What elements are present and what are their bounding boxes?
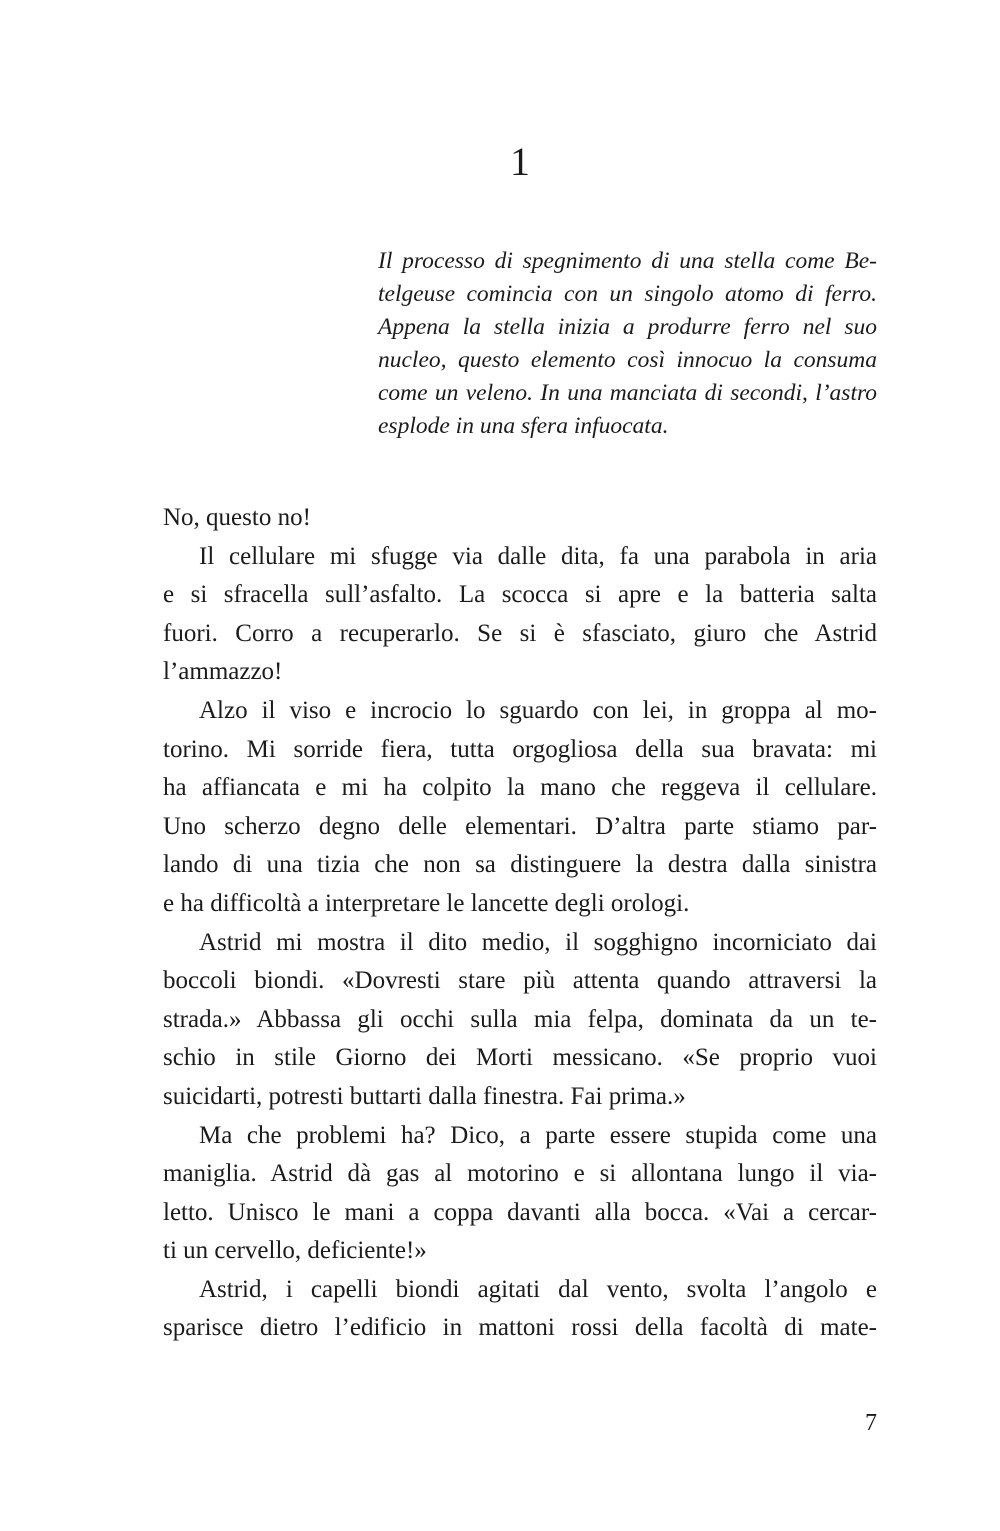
body-line: ti un cervello, deficiente!» <box>163 1237 427 1265</box>
page-number: 7 <box>865 1410 877 1436</box>
body-line: e si sfracella sull’asfalto. La scocca si apre e la batteria salta <box>163 581 877 609</box>
body-line: boccoli biondi. «Dovresti stare più attenta quando attraversi la <box>163 967 877 995</box>
body-line: letto. Unisco le mani a coppa davanti alla bocca. «Vai a cercar- <box>163 1198 877 1226</box>
epigraph-line: come un veleno. In una manciata di secondi, l’astro <box>378 380 877 406</box>
epigraph-line: nucleo, questo elemento così innocuo la consuma <box>378 347 877 373</box>
body-line: fuori. Corro a recuperarlo. Se si è sfasciato, giuro che Astrid <box>163 619 877 647</box>
body-line: l’ammazzo! <box>163 658 283 686</box>
epigraph-line: telgeuse comincia con un singolo atomo di ferro. <box>378 281 877 307</box>
epigraph-line: Il processo di spegnimento di una stella come Be- <box>378 248 877 274</box>
body-line: Astrid mi mostra il dito medio, il sogghigno incorniciato dai <box>199 928 877 956</box>
body-line: Il cellulare mi sfugge via dalle dita, fa una parabola in aria <box>199 542 877 570</box>
body-line: suicidarti, potresti buttarti dalla finestra. Fai prima.» <box>163 1082 686 1110</box>
paragraph <box>163 1271 877 1348</box>
body-line: Alzo il viso e incrocio lo sguardo con lei, in groppa al mo- <box>199 696 877 724</box>
paragraph <box>163 692 877 924</box>
body-line: ha affiancata e mi ha colpito la mano che reggeva il cellulare. <box>163 774 877 802</box>
body-line: Ma che problemi ha? Dico, a parte essere stupida come una <box>199 1121 877 1149</box>
body-line: sparisce dietro l’edificio in mattoni rossi della facoltà di mate- <box>163 1314 877 1342</box>
paragraph <box>163 499 877 538</box>
epigraph-line: Appena la stella inizia a produrre ferro nel suo <box>378 314 877 340</box>
body-text <box>163 499 877 1348</box>
body-line: Uno scherzo degno delle elementari. D’altra parte stiamo par- <box>163 812 877 840</box>
epigraph <box>378 245 877 443</box>
body-line: e ha difficoltà a interpretare le lancette degli orologi. <box>163 889 690 917</box>
body-line: strada.» Abbassa gli occhi sulla mia felpa, dominata da un te- <box>163 1005 877 1033</box>
paragraph <box>163 538 877 692</box>
body-line: Astrid, i capelli biondi agitati dal vento, svolta l’angolo e <box>199 1275 877 1303</box>
body-line: No, questo no! <box>163 504 311 531</box>
paragraph <box>163 1117 877 1271</box>
paragraph <box>163 924 877 1117</box>
epigraph-line: esplode in una sfera infuocata. <box>378 413 669 439</box>
body-line: maniglia. Astrid dà gas al motorino e si allontana lungo il via- <box>163 1160 877 1188</box>
chapter-number: 1 <box>510 139 530 184</box>
body-line: schio in stile Giorno dei Morti messicano. «Se proprio vuoi <box>163 1044 877 1072</box>
body-line: lando di una tizia che non sa distinguere la destra dalla sinistra <box>163 851 877 879</box>
body-line: torino. Mi sorride fiera, tutta orgogliosa della sua bravata: mi <box>163 735 877 763</box>
